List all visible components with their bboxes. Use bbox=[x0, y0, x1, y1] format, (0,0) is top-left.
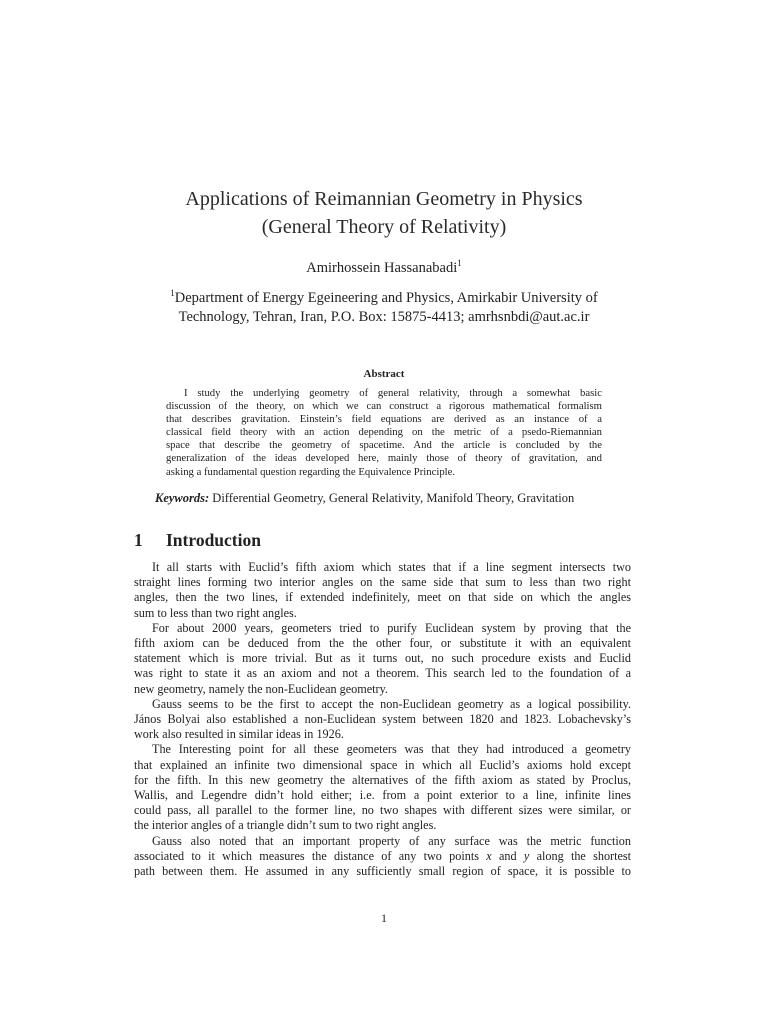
body-line: the interior angles of a triangle didn’t sum to two right angles. bbox=[134, 818, 437, 833]
abstract-line: asking a fundamental question regarding the Equivalence Principle. bbox=[166, 465, 456, 478]
body-text bbox=[134, 560, 631, 879]
math-var-x: x bbox=[486, 848, 492, 863]
affiliation-line-2: Technology, Tehran, Iran, P.O. Box: 15875-4413; amrhsnbdi@aut.ac.ir bbox=[178, 309, 590, 325]
body-line: that explained an infinite two dimensional space in which all Euclid’s axioms hold except bbox=[134, 757, 631, 772]
paragraph-4 bbox=[134, 742, 631, 833]
abstract-line: I study the underlying geometry of general relativity, through a somewhat basic bbox=[184, 387, 602, 399]
body-line: new geometry, namely the non-Euclidean geometry. bbox=[134, 681, 388, 696]
math-var-y: y bbox=[523, 848, 530, 863]
body-line: It all starts with Euclid’s fifth axiom which states that if a line segment intersects two bbox=[152, 560, 631, 574]
section-number: 1 bbox=[134, 530, 143, 550]
paragraph-5 bbox=[134, 834, 631, 880]
body-line: associated to it which measures the distance of any two points x and y along the shortest bbox=[134, 848, 632, 863]
keywords bbox=[155, 491, 625, 506]
abstract-heading: Abstract bbox=[363, 368, 405, 380]
author-superscript: 1 bbox=[457, 258, 462, 269]
body-line: straight lines forming two interior angles on the same side that sum to less than two right bbox=[134, 575, 631, 590]
body-line: for the fifth. In this new geometry the alternatives of the fifth axiom as stated by Proclus, bbox=[134, 772, 631, 787]
affiliation-line-1: $^1$Department of Energy Egeineering and Physics, Amirkabir University of bbox=[170, 288, 598, 306]
paragraph-3 bbox=[134, 697, 631, 743]
body-line: János Bolyai also established a non-Euclidean system between 1820 and 1823. Lobachevsky’s bbox=[134, 712, 631, 727]
affiliation-superscript: 1 bbox=[170, 288, 175, 299]
affiliation bbox=[134, 289, 634, 327]
body-line: could pass, all parallel to the former line, no two shapes with different sizes were similar, or bbox=[134, 803, 631, 818]
body-line: For about 2000 years, geometers tried to purify Euclidean system by proving that the bbox=[152, 620, 631, 635]
paragraph-1 bbox=[134, 560, 631, 621]
body-line: statement which is more trivial. But as it turns out, no such procedure exists and Euclid bbox=[134, 651, 631, 666]
title-line-2: (General Theory of Relativity) bbox=[261, 216, 507, 238]
abstract-line: discussion of the theory, on which we can construct a rigorous mathematical formalism bbox=[166, 400, 602, 413]
page-number: 1 bbox=[381, 911, 387, 925]
abstract-line: classical field theory with an action depending on the metric of a psedo-Riemannian bbox=[166, 426, 602, 439]
keywords-label: Keywords: bbox=[155, 491, 210, 505]
paper-title bbox=[134, 185, 634, 241]
abstract-line: space that describe the geometry of spacetime. And the article is concluded by the bbox=[166, 439, 602, 452]
body-line: Gauss seems to be the first to accept the non-Euclidean geometry as a logical possibility. bbox=[152, 696, 631, 711]
body-line: path between them. He assumed in any sufficiently small region of space, it is possible to bbox=[134, 864, 631, 879]
body-line: fifth axiom can be deduced from the the other four, or substitute it with an equivalent bbox=[134, 636, 631, 651]
body-line: was right to state it as an axiom and not a theorem. This search led to the foundation of a bbox=[134, 666, 631, 681]
keywords-text: Differential Geometry, General Relativity, Manifold Theory, Gravitation bbox=[212, 491, 575, 505]
body-line: Gauss also noted that an important property of any surface was the metric function bbox=[152, 833, 631, 848]
section-title: Introduction bbox=[166, 530, 261, 550]
abstract-text bbox=[166, 387, 602, 479]
abstract-line: that describes gravitation. Einstein’s field equations are derived as an instance of a bbox=[166, 413, 602, 426]
author-name: Amirhossein Hassanabadi bbox=[306, 260, 458, 276]
body-line: angles, then the two lines, if extended indefinitely, meet on that side on which the angles bbox=[134, 590, 631, 605]
body-line: Wallis, and Legendre didn’t hold either; i.e. from a point exterior to a line, infinite lines bbox=[134, 788, 631, 803]
body-line: The Interesting point for all these geometers was that they had introduced a geometry bbox=[152, 742, 631, 757]
author bbox=[134, 259, 634, 277]
body-line: sum to less than two right angles. bbox=[134, 605, 297, 620]
paragraph-2 bbox=[134, 621, 631, 697]
abstract-line: generalization of the ideas developed here, mainly those of theory of gravitation, and bbox=[166, 452, 602, 465]
section-heading bbox=[134, 530, 261, 551]
body-line: work also resulted in similar ideas in 1926. bbox=[134, 727, 344, 742]
title-line-1: Applications of Reimannian Geometry in Physics bbox=[185, 188, 583, 210]
